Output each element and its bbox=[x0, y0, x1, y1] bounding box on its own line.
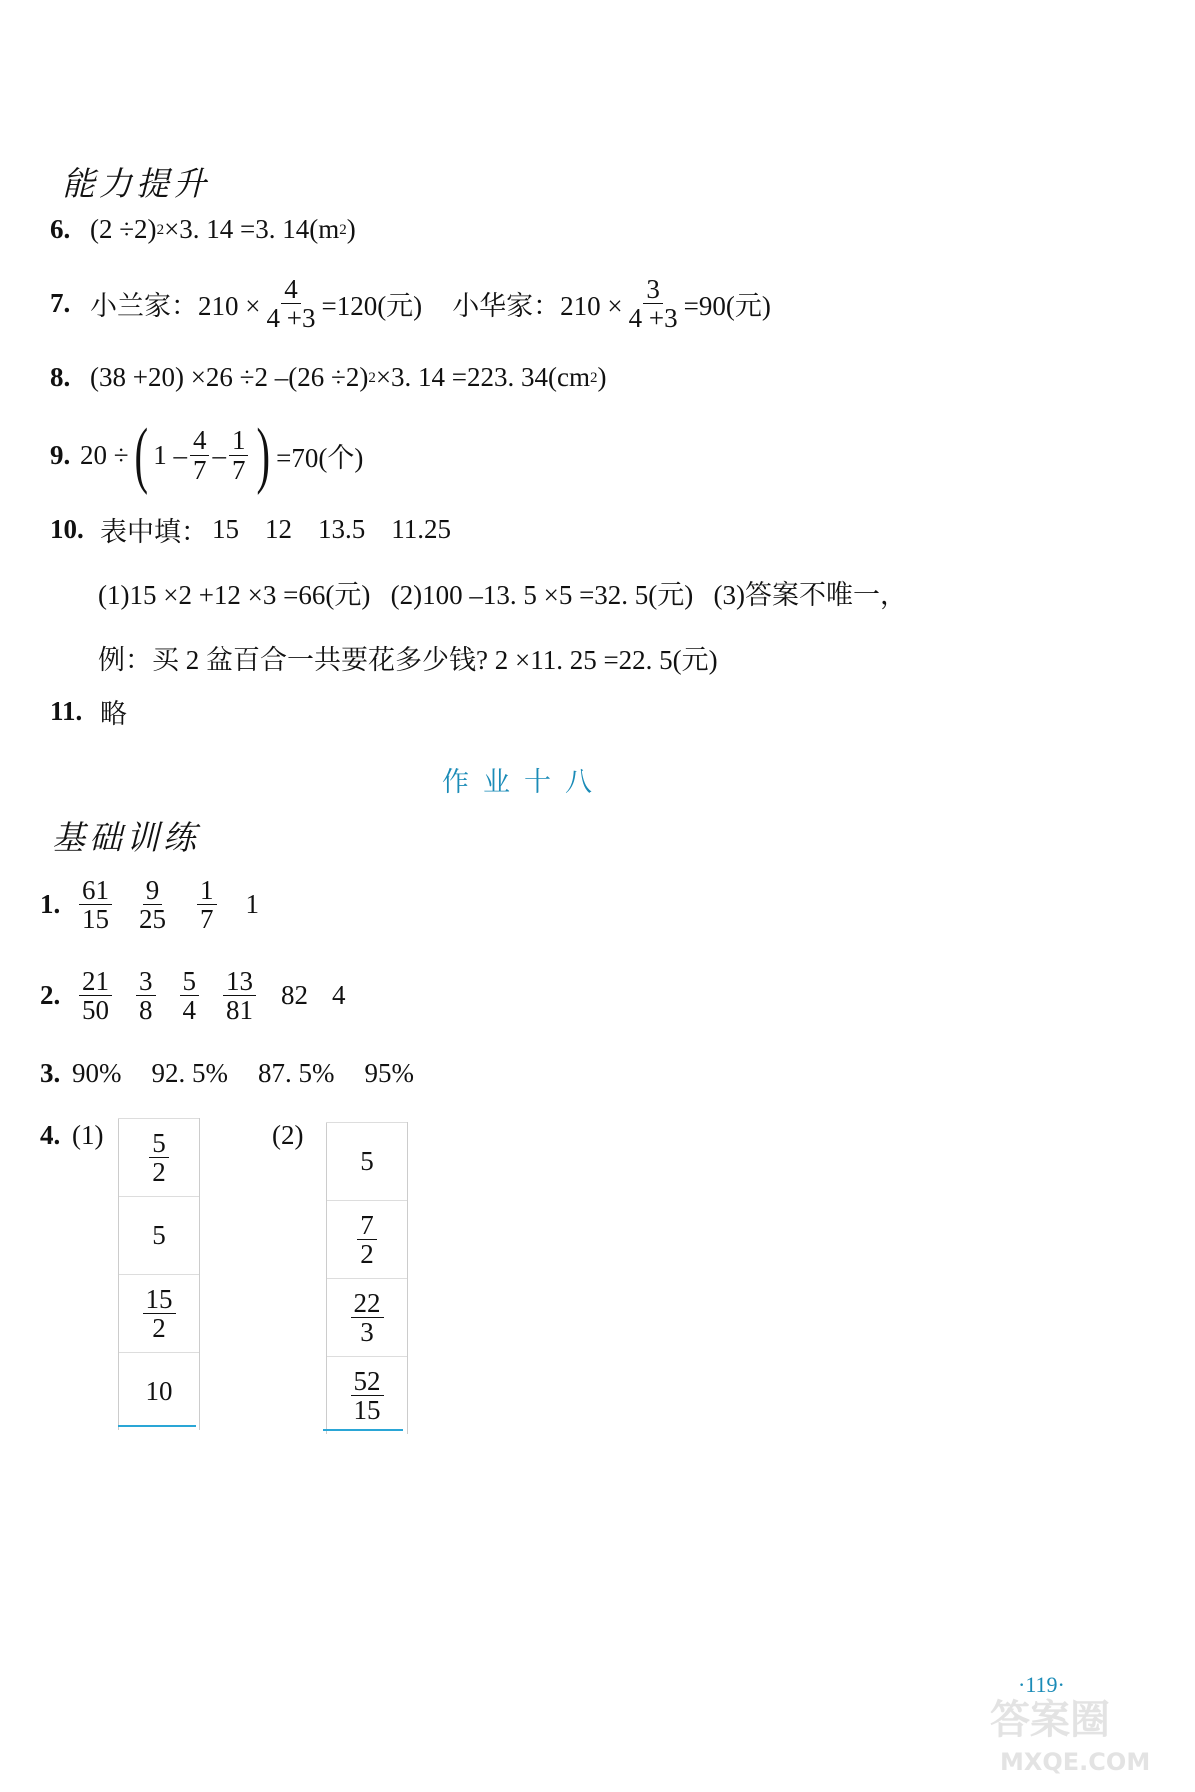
denominator: 8 bbox=[139, 995, 153, 1026]
denominator: 2 bbox=[152, 1157, 166, 1187]
denominator: 4 +3 bbox=[266, 303, 316, 334]
question-number: 9. bbox=[50, 439, 71, 470]
expr-part: 小华家：210 × bbox=[452, 291, 623, 322]
fraction bbox=[180, 967, 200, 1025]
numerator: 1 bbox=[197, 876, 217, 905]
fraction bbox=[190, 426, 210, 484]
expr-part: (2 ÷2) bbox=[90, 214, 157, 244]
expr-part: 1 – bbox=[153, 439, 187, 470]
value: 11.25 bbox=[391, 514, 451, 544]
numerator: 13 bbox=[223, 967, 256, 996]
value: 92. 5% bbox=[151, 1058, 228, 1088]
question-number: 1. bbox=[40, 889, 61, 920]
left-paren: ( bbox=[134, 414, 148, 496]
denominator: 7 bbox=[192, 454, 207, 485]
numerator: 4 bbox=[190, 426, 210, 455]
fraction bbox=[357, 1211, 377, 1269]
fraction bbox=[351, 1289, 384, 1347]
numerator: 9 bbox=[143, 876, 163, 905]
question-10-line-2: (1)15 ×2 +12 ×3 =66(元) (2)100 –13. 5 ×5 =32. 5(元) (3)答案不唯一， bbox=[98, 580, 908, 610]
denominator: 3 bbox=[360, 1317, 374, 1347]
table-row bbox=[119, 1353, 200, 1431]
expr-part: ) bbox=[346, 214, 356, 244]
question-10-line-3: 例：买 2 盆百合一共要花多少钱? 2 ×11. 25 =22. 5(元) bbox=[98, 645, 718, 675]
expr-part: ) bbox=[597, 362, 607, 392]
value: 13.5 bbox=[318, 514, 366, 544]
numerator: 3 bbox=[643, 275, 663, 304]
table-row bbox=[119, 1119, 200, 1197]
table-cell: 5 bbox=[327, 1123, 408, 1201]
numerator: 21 bbox=[79, 967, 112, 996]
sub-label-2: (2) bbox=[272, 1120, 304, 1150]
denominator: 81 bbox=[226, 995, 253, 1026]
denominator: 2 bbox=[360, 1239, 374, 1269]
expr-part: ×3. 14 =3. 14(m bbox=[164, 214, 340, 244]
table-2-underline bbox=[323, 1429, 403, 1431]
table-1-underline bbox=[118, 1425, 196, 1427]
watermark-logo: 答案圈 bbox=[990, 1697, 1110, 1743]
table-cell bbox=[119, 1119, 200, 1197]
expr-part: =70(个) bbox=[276, 442, 364, 473]
denominator: 15 bbox=[82, 904, 109, 935]
numerator: 52 bbox=[351, 1367, 384, 1396]
expr-part: =90(元) bbox=[683, 291, 771, 322]
numerator: 3 bbox=[136, 967, 156, 996]
table-row bbox=[327, 1357, 408, 1435]
table-cell: 5 bbox=[119, 1197, 200, 1275]
fraction bbox=[229, 426, 249, 484]
fraction bbox=[626, 275, 681, 333]
question-6: 6. (2 ÷2) 2 ×3. 14 =3. 14(m 2 ) bbox=[50, 214, 356, 244]
section-heading-basic: 基础训练 bbox=[52, 821, 200, 857]
fraction bbox=[223, 967, 256, 1025]
fraction bbox=[197, 876, 217, 934]
value: 82 bbox=[281, 980, 308, 1011]
minus-sign: – bbox=[212, 439, 226, 470]
question-9 bbox=[50, 414, 364, 496]
value: 1 bbox=[245, 889, 259, 920]
table-fill-label: 表中填： bbox=[100, 517, 208, 547]
table-row bbox=[327, 1123, 408, 1201]
fraction bbox=[263, 275, 318, 333]
expr-part: 小兰家：210 × bbox=[90, 291, 261, 322]
fraction bbox=[136, 876, 169, 934]
fraction bbox=[79, 876, 112, 934]
fraction bbox=[79, 967, 112, 1025]
question-number: 2. bbox=[40, 980, 61, 1011]
question-number: 8. bbox=[50, 362, 71, 392]
table-1 bbox=[118, 1118, 200, 1430]
section-heading-ability: 能力提升 bbox=[62, 167, 210, 203]
table-cell bbox=[119, 1275, 200, 1353]
table-row bbox=[327, 1201, 408, 1279]
value: 4 bbox=[332, 980, 346, 1011]
numerator: 4 bbox=[281, 275, 301, 304]
question-number: 3. bbox=[40, 1058, 61, 1088]
expr-part: ×3. 14 =223. 34(cm bbox=[375, 362, 590, 392]
question-number: 10. bbox=[50, 514, 84, 544]
numerator: 22 bbox=[351, 1289, 384, 1318]
basic-question-4 bbox=[40, 1120, 103, 1151]
question-8: 8. (38 +20) ×26 ÷2 –(26 ÷2) 2 ×3. 14 =223. 34(cm 2 ) bbox=[50, 362, 607, 392]
value: 95% bbox=[364, 1058, 414, 1088]
watermark-url: MXQE.COM bbox=[1000, 1748, 1151, 1776]
table-cell: 10 bbox=[119, 1353, 200, 1431]
denominator: 15 bbox=[353, 1395, 381, 1425]
numerator: 15 bbox=[143, 1285, 176, 1314]
denominator: 7 bbox=[200, 904, 214, 935]
table-cell bbox=[327, 1357, 408, 1435]
numerator: 5 bbox=[180, 967, 200, 996]
question-number: 7. bbox=[50, 288, 71, 319]
basic-question-1 bbox=[40, 876, 259, 934]
table-cell bbox=[327, 1201, 408, 1279]
numerator: 1 bbox=[229, 426, 249, 455]
value: 87. 5% bbox=[258, 1058, 335, 1088]
question-number: 4. bbox=[40, 1120, 61, 1150]
denominator: 4 +3 bbox=[628, 303, 678, 334]
table-cell bbox=[327, 1279, 408, 1357]
table-row bbox=[119, 1275, 200, 1353]
denominator: 2 bbox=[152, 1313, 166, 1343]
fraction bbox=[136, 967, 156, 1025]
numerator: 5 bbox=[149, 1129, 169, 1158]
page-number: ·119· bbox=[1018, 1672, 1065, 1697]
expr-part: (38 +20) ×26 ÷2 –(26 ÷2) bbox=[90, 362, 369, 392]
right-paren: ) bbox=[257, 414, 271, 496]
fraction bbox=[149, 1129, 169, 1187]
assignment-title: 作业十八 bbox=[442, 767, 606, 797]
question-7 bbox=[50, 275, 771, 333]
numerator: 61 bbox=[79, 876, 112, 905]
question-11 bbox=[50, 692, 127, 731]
denominator: 4 bbox=[182, 995, 196, 1026]
value: 12 bbox=[265, 514, 292, 544]
denominator: 50 bbox=[82, 995, 109, 1026]
fraction bbox=[351, 1367, 384, 1425]
question-10 bbox=[50, 510, 451, 549]
answer-text: 略 bbox=[100, 699, 127, 729]
table-row bbox=[327, 1279, 408, 1357]
fraction bbox=[143, 1285, 176, 1343]
numerator: 7 bbox=[357, 1211, 377, 1240]
basic-question-2 bbox=[40, 967, 346, 1025]
table-2 bbox=[326, 1122, 408, 1434]
denominator: 7 bbox=[231, 454, 246, 485]
table-row bbox=[119, 1197, 200, 1275]
question-number: 11. bbox=[50, 696, 83, 726]
sub-label: (1) bbox=[72, 1120, 104, 1150]
expr-part: 20 ÷ bbox=[80, 439, 129, 470]
value: 15 bbox=[212, 514, 239, 544]
basic-question-3 bbox=[40, 1058, 414, 1089]
question-number: 6. bbox=[50, 214, 71, 244]
expr-part: =120(元) bbox=[321, 291, 423, 322]
denominator: 25 bbox=[139, 904, 166, 935]
value: 90% bbox=[72, 1058, 122, 1088]
